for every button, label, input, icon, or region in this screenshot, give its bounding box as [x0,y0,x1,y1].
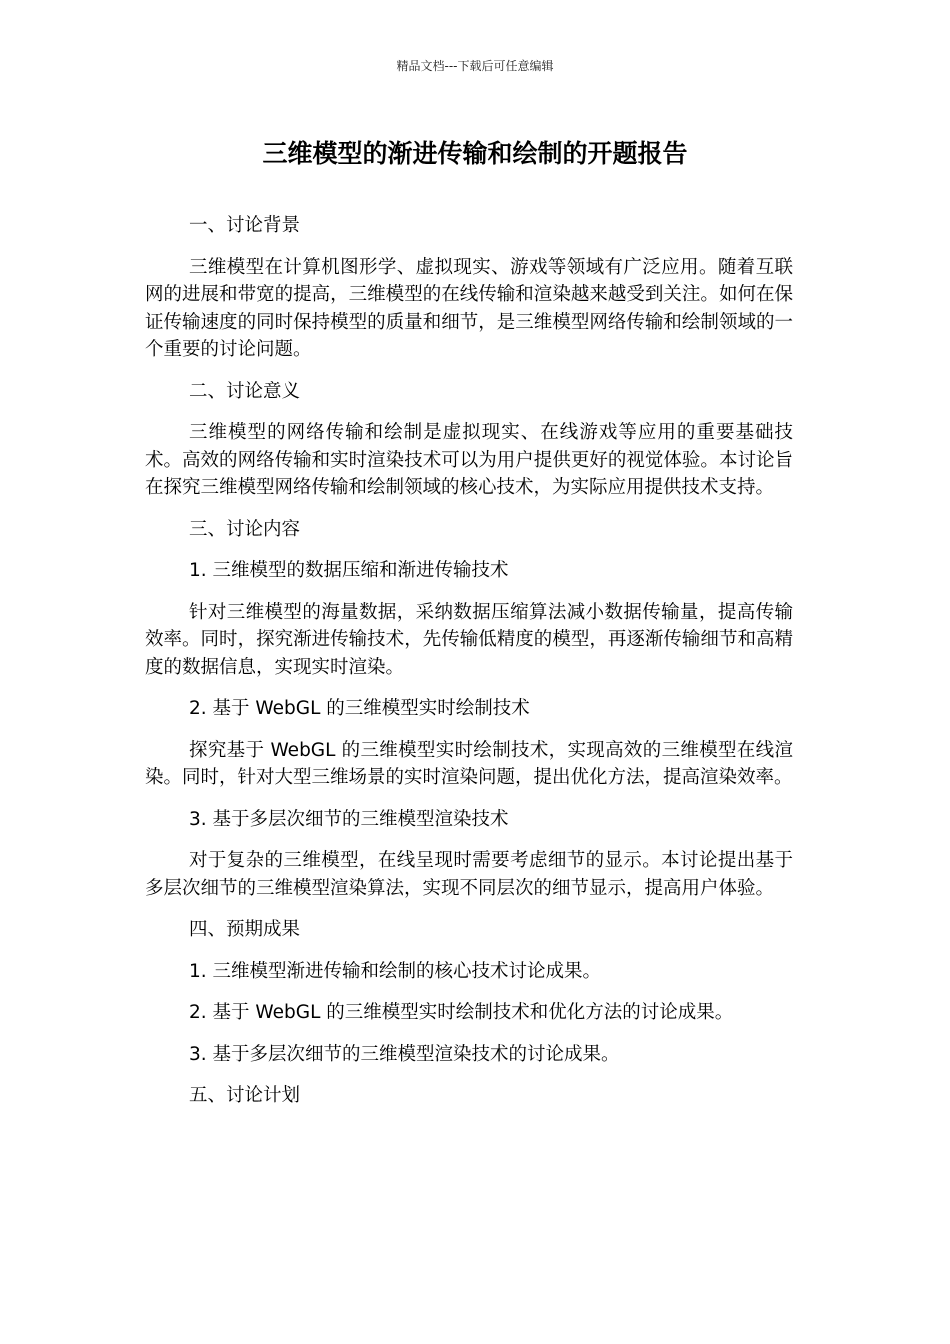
outcome-item-1: 1. 三维模型渐进传输和绘制的核心技术讨论成果。 [189,960,602,982]
outcome-item-3: 3. 基于多层次细节的三维模型渲染技术的讨论成果。 [189,1043,620,1065]
paragraph-significance: 三维模型的网络传输和绘制是虚拟现实、在线游戏等应用的重要基础技术。高效的网络传输和实时渲染技术可以为用户提供更好的视觉体验。本讨论旨在探究三维模型网络传输和绘制领域的核心技术，为实际应用提供技术支持。 [145,422,793,498]
page-header-note: 精品文档---下载后可任意编辑 [396,59,554,73]
section-heading-plan: 五、讨论计划 [189,1085,301,1106]
section-heading-significance: 二、讨论意义 [189,380,301,402]
subheading-lod: 3. 基于多层次细节的三维模型渲染技术 [189,808,509,830]
document-title: 三维模型的渐进传输和绘制的开题报告 [262,139,688,168]
document-body [145,212,793,1124]
paragraph-lod: 对于复杂的三维模型，在线呈现时需要考虑细节的显示。本讨论提出基于多层次细节的三维模型渲染算法，实现不同层次的细节显示，提高用户体验。 [145,850,793,899]
subheading-compression: 1. 三维模型的数据压缩和渐进传输技术 [189,560,509,581]
section-heading-outcomes: 四、预期成果 [189,919,301,940]
paragraph-webgl: 探究基于 WebGL 的三维模型实时绘制技术，实现高效的三维模型在线渲染。同时，针对大型三维场景的实时渲染问题，提出优化方法，提高渲染效率。 [145,739,793,788]
section-heading-content: 三、讨论内容 [189,518,301,540]
subheading-webgl: 2. 基于 WebGL 的三维模型实时绘制技术 [189,698,530,719]
paragraph-compression: 针对三维模型的海量数据，采纳数据压缩算法减小数据传输量，提高传输效率。同时，探究渐进传输技术，先传输低精度的模型，再逐渐传输细节和高精度的数据信息，实现实时渲染。 [145,601,793,678]
paragraph-background: 三维模型在计算机图形学、虚拟现实、游戏等领域有广泛应用。随着互联网的进展和带宽的提高，三维模型的在线传输和渲染越来越受到关注。如何在保证传输速度的同时保持模型的质量和细节，是三维模型网络传输和绘制领域的一个重要的讨论问题。 [145,256,793,360]
section-heading-background: 一、讨论背景 [189,215,301,236]
outcome-item-2: 2. 基于 WebGL 的三维模型实时绘制技术和优化方法的讨论成果。 [189,1002,734,1023]
